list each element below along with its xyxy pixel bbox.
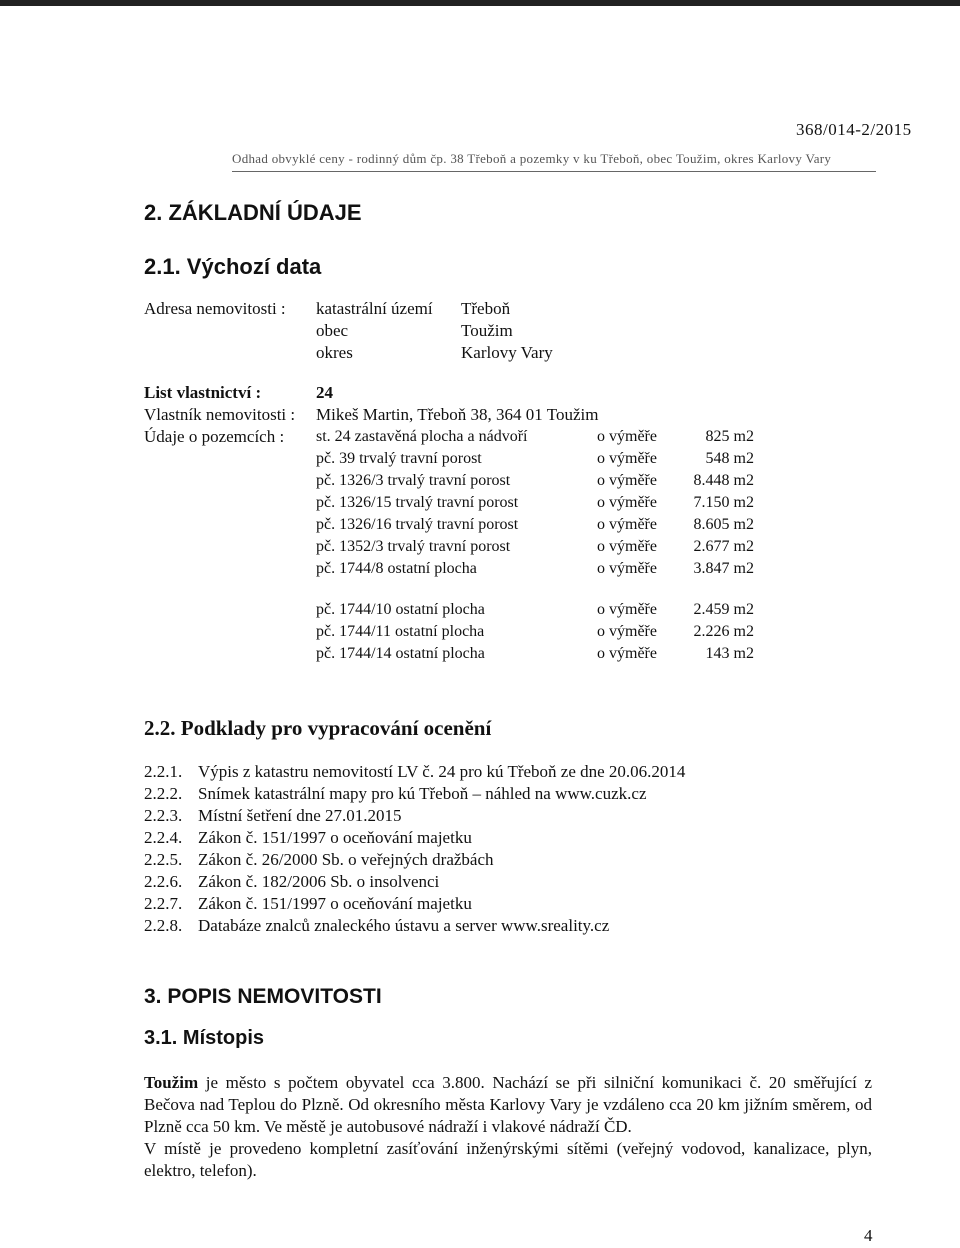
parcels-label: Údaje o pozemcích : [144, 427, 285, 446]
address-value-municipality: Toužim [461, 321, 513, 340]
document-number-label: 2.2.2. [144, 784, 183, 803]
section-heading-basic: 2. ZÁKLADNÍ ÚDAJE [144, 200, 362, 225]
address-key-municipality: obec [316, 321, 349, 340]
subtitle-underline [232, 171, 876, 172]
parcel-area: 7.150 m2 [693, 494, 754, 511]
parcel-area-label: o výměře [597, 538, 657, 555]
parcel-name: pč. 1326/15 trvalý travní porost [316, 494, 519, 511]
parcel-area: 2.677 m2 [693, 538, 754, 555]
section-heading-description: 3. POPIS NEMOVITOSTI [144, 985, 382, 1008]
parcel-area: 8.605 m2 [693, 516, 754, 533]
location-paragraph-2: V místě je provedeno kompletní zasíťování inženýrskými sítěmi (veřejný vodovod, kanalizace, plyn, elektro, telefon). [144, 1139, 872, 1180]
parcel-name: pč. 39 trvalý travní porost [316, 450, 482, 467]
document-number-label: 2.2.6. [144, 872, 183, 891]
parcel-area-label: o výměře [597, 601, 657, 618]
address-key-cadastre: katastrální území [316, 299, 433, 318]
document-subtitle: Odhad obvyklé ceny - rodinný dům čp. 38 Třeboň a pozemky v ku Třeboň, obec Toužim, okres Karlovy Vary [232, 151, 832, 166]
parcel-area: 825 m2 [705, 428, 754, 445]
document-number-label: 2.2.4. [144, 828, 183, 847]
address-label: Adresa nemovitosti : [144, 299, 286, 318]
parcel-name: st. 24 zastavěná plocha a nádvoří [316, 428, 528, 445]
parcel-area-label: o výměře [597, 494, 657, 511]
parcel-name: pč. 1744/11 ostatní plocha [316, 623, 485, 640]
address-key-district: okres [316, 343, 353, 362]
ownership-list-label: List vlastnictví : [144, 383, 262, 402]
document-number-label: 2.2.8. [144, 916, 183, 935]
document-number: 368/014-2/2015 [796, 120, 912, 139]
ownership-list-value: 24 [316, 383, 333, 402]
document-item: Místní šetření dne 27.01.2015 [198, 806, 402, 825]
parcel-area-label: o výměře [597, 645, 657, 662]
document-item: Zákon č. 182/2006 Sb. o insolvenci [198, 872, 440, 891]
parcel-name: pč. 1352/3 trvalý travní porost [316, 538, 511, 555]
location-paragraph-1 [144, 1072, 872, 1138]
document-number-label: 2.2.3. [144, 806, 183, 825]
parcel-area-label: o výměře [597, 472, 657, 489]
parcel-area: 2.459 m2 [693, 601, 754, 618]
parcel-name: pč. 1744/8 ostatní plocha [316, 560, 477, 577]
section-heading-documents: 2.2. Podklady pro vypracování ocenění [144, 716, 492, 740]
section-heading-source-data: 2.1. Výchozí data [144, 254, 322, 279]
location-description [144, 1072, 872, 1182]
parcel-area: 3.847 m2 [693, 560, 754, 577]
page-number: 4 [864, 1226, 873, 1245]
parcel-area: 143 m2 [705, 645, 754, 662]
section-heading-location: 3.1. Místopis [144, 1027, 265, 1049]
parcel-area-label: o výměře [597, 516, 657, 533]
document-number-label: 2.2.5. [144, 850, 183, 869]
parcel-area: 8.448 m2 [693, 472, 754, 489]
address-value-district: Karlovy Vary [461, 343, 553, 362]
parcel-area-label: o výměře [597, 450, 657, 467]
town-name: Toužim [144, 1073, 199, 1092]
document-number-label: 2.2.1. [144, 762, 183, 781]
parcel-area: 548 m2 [705, 450, 754, 467]
parcel-name: pč. 1744/10 ostatní plocha [316, 601, 485, 618]
location-text-1: je město s počtem obyvatel cca 3.800. Nachází se při silniční komunikaci č. 20 směřující z Bečova nad Teplou do Plzně. Od okresního města Karlovy Vary je vzdáleno cca 20 km jižním směrem, od Plzně cca 50 km. Ve městě je autobusové nádraží i vlakové nádraží ČD. [144, 1073, 872, 1136]
document-item: Databáze znalců znaleckého ústavu a server www.sreality.cz [198, 916, 610, 935]
address-value-cadastre: Třeboň [461, 299, 511, 318]
parcel-area-label: o výměře [597, 428, 657, 445]
document-item: Zákon č. 151/1997 o oceňování majetku [198, 894, 472, 913]
parcel-name: pč. 1326/16 trvalý travní porost [316, 516, 519, 533]
parcel-area-label: o výměře [597, 623, 657, 640]
parcel-area: 2.226 m2 [693, 623, 754, 640]
top-rule [0, 0, 960, 6]
document-item: Snímek katastrální mapy pro kú Třeboň – náhled na www.cuzk.cz [198, 784, 647, 803]
owner-value: Mikeš Martin, Třeboň 38, 364 01 Toužim [316, 405, 599, 424]
document-number-label: 2.2.7. [144, 894, 183, 913]
parcel-name: pč. 1326/3 trvalý travní porost [316, 472, 511, 489]
document-item: Zákon č. 151/1997 o oceňování majetku [198, 828, 472, 847]
document-item: Zákon č. 26/2000 Sb. o veřejných dražbách [198, 850, 494, 869]
parcel-name: pč. 1744/14 ostatní plocha [316, 645, 485, 662]
parcel-area-label: o výměře [597, 560, 657, 577]
owner-label: Vlastník nemovitosti : [144, 405, 296, 424]
document-item: Výpis z katastru nemovitostí LV č. 24 pro kú Třeboň ze dne 20.06.2014 [198, 762, 686, 781]
